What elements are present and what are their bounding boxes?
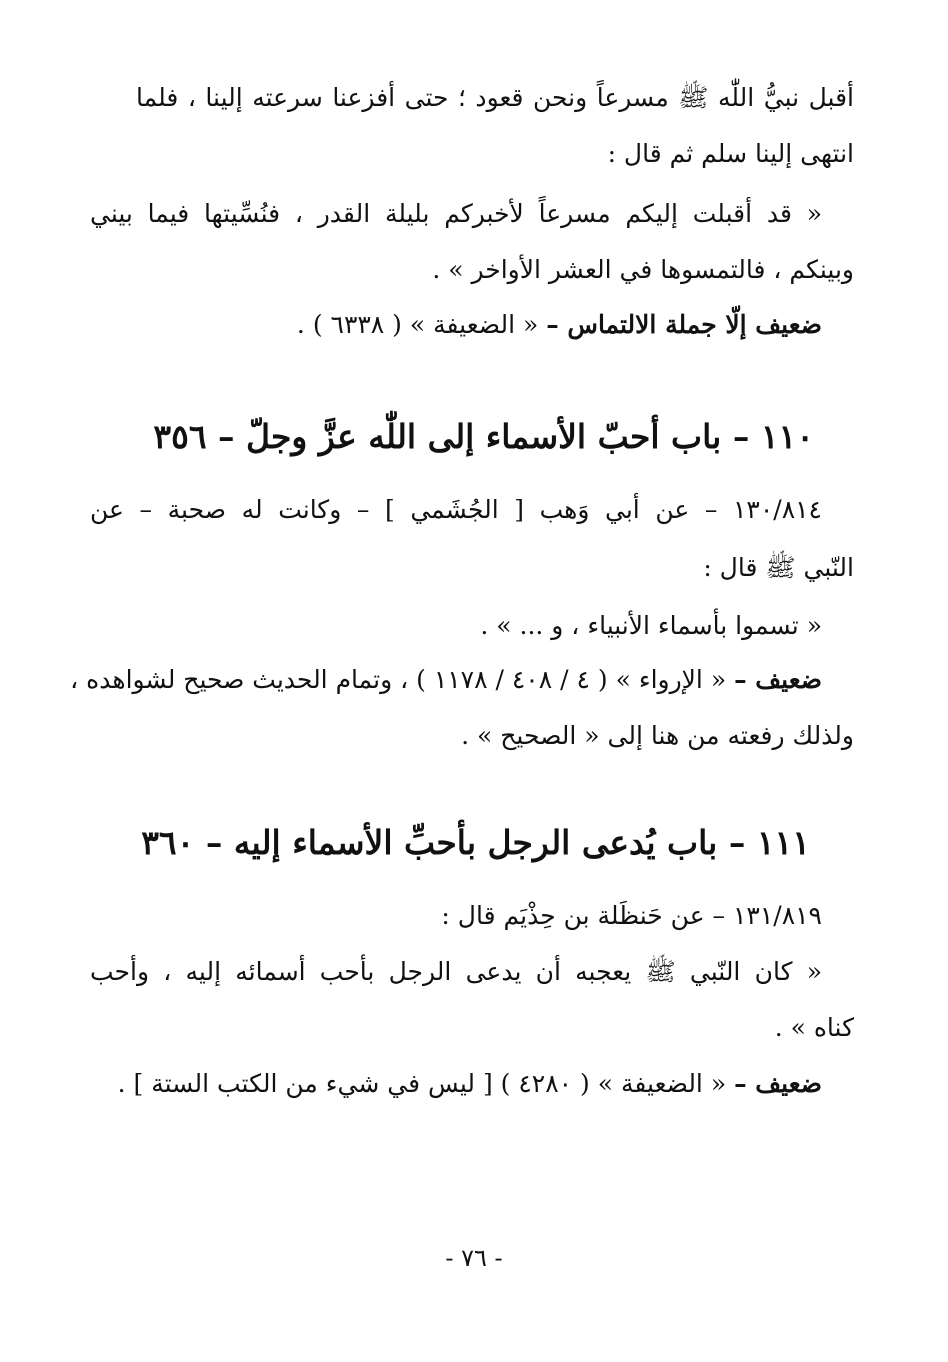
page-number: - ٧٦ - [445, 1244, 503, 1272]
grading-label: ضعيف إلّا جملة الالتماس – [546, 310, 822, 339]
text-line: أقبل نبيُّ اللّٰه ﷺ مسرعاً ونحن قعود ؛ حتى أفزعنا سرعته إلينا ، فلما [136, 83, 854, 112]
quote-line: وبينكم ، فالتمسوها في العشر الأواخر » . [432, 255, 854, 284]
grading-reference: « الضعيفة » ( ٤٢٨٠ ) [ ليس في شيء من الكتب الستة ] . [117, 1069, 727, 1098]
text-line: ولذلك رفعته من هنا إلى « الصحيح » . [461, 721, 854, 750]
quote-line: « تسموا بأسماء الأنبياء ، و ... » . [480, 611, 822, 640]
grading-reference: « الضعيفة » ( ٦٣٣٨ ) . [296, 310, 539, 339]
quote-line: كناه » . [774, 1013, 854, 1042]
grading-line [297, 305, 822, 345]
hadith-line: النّبي ﷺ قال : [703, 553, 854, 582]
chapter-heading: ١١١ – باب يُدعى الرجل بأحبِّ الأسماء إليه – ٣٦٠ [141, 823, 810, 862]
grading-reference: « الإرواء » ( ٤ / ٤٠٨ / ١١٧٨ ) ، وتمام الحديث صحيح لشواهده ، [70, 665, 727, 694]
grading-label: ضعيف – [734, 1069, 822, 1098]
grading-line [118, 1064, 822, 1104]
text-line: انتهى إلينا سلم ثم قال : [607, 139, 854, 168]
hadith-line: ١٣٠/٨١٤ – عن أبي وَهب [ الجُشَمي ] – وكانت له صحبة – عن [90, 495, 822, 524]
hadith-line: ١٣١/٨١٩ – عن حَنظَلة بن حِذْيَم قال : [441, 901, 822, 930]
quote-line: « كان النّبي ﷺ يعجبه أن يدعى الرجل بأحب أسمائه إليه ، وأحب [90, 957, 822, 986]
chapter-heading: ١١٠ – باب أحبّ الأسماء إلى اللّٰه عزَّ وجلّ – ٣٥٦ [153, 417, 814, 456]
grading-label: ضعيف – [734, 665, 822, 694]
grading-line [70, 660, 822, 700]
quote-line: « قد أقبلت إليكم مسرعاً لأخبركم بليلة القدر ، فنُسِّيتها فيما بيني [90, 199, 822, 228]
